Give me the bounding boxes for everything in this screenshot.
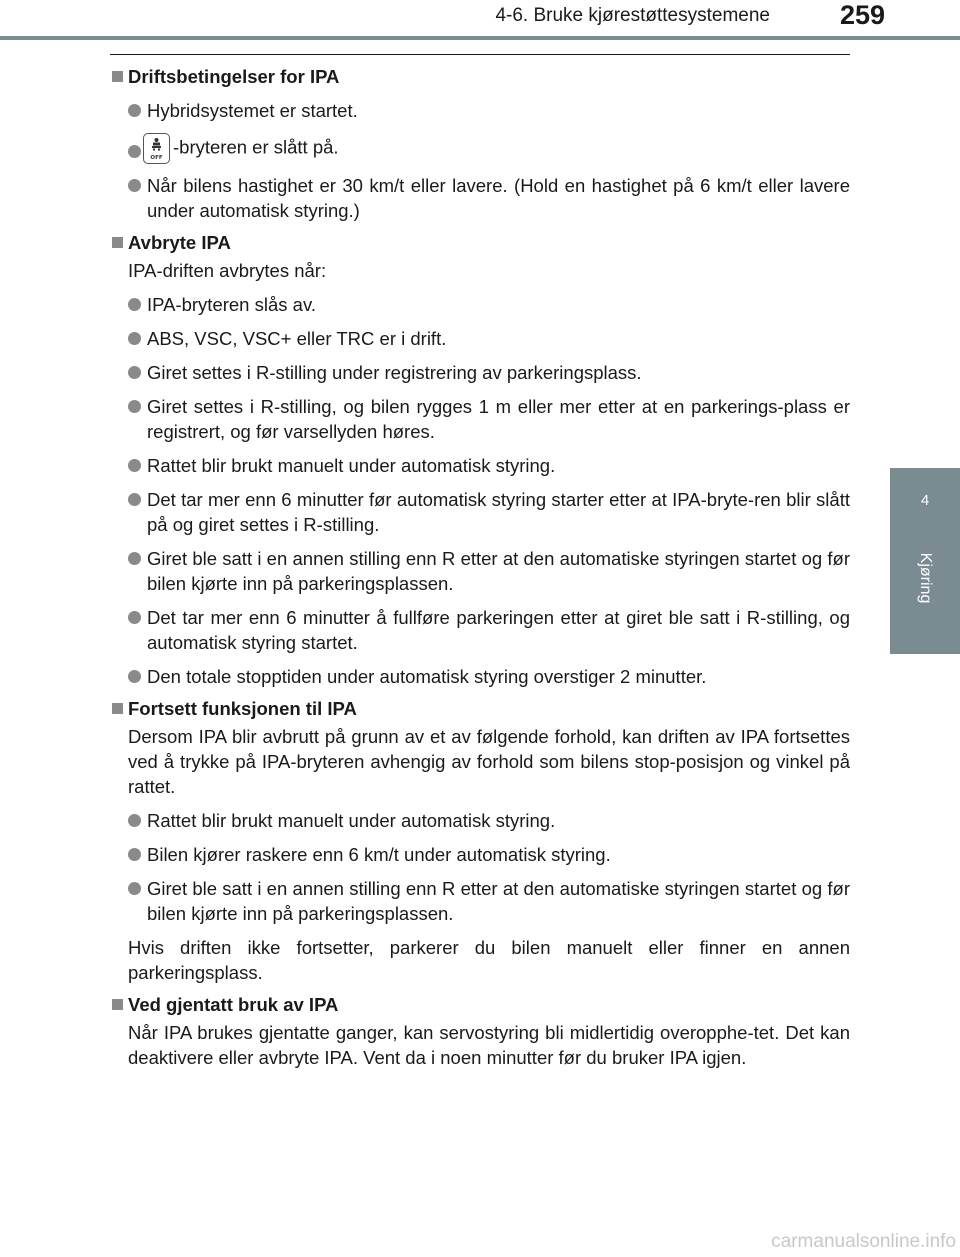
section-heading-fortsett: Fortsett funksjonen til IPA (110, 696, 850, 721)
round-bullet-icon (128, 298, 141, 311)
header-rule (0, 36, 960, 40)
round-bullet-icon (128, 366, 141, 379)
round-bullet-icon (128, 459, 141, 472)
list-item: Rattet blir brukt manuelt under automatisk styring. (110, 453, 850, 478)
section-heading-driftsbetingelser: Driftsbetingelser for IPA (110, 64, 850, 89)
round-bullet-icon (128, 848, 141, 861)
round-bullet-icon (128, 882, 141, 895)
chapter-tab[interactable] (890, 468, 960, 654)
section-heading-avbryte: Avbryte IPA (110, 230, 850, 255)
ipa-switch-icon (143, 133, 170, 164)
section-text: Når IPA brukes gjentatte ganger, kan servostyring bli midlertidig overopphe-tet. Det kan deaktivere eller avbryte IPA. Vent da i noen minutter før du bruker IPA igjen. (128, 1022, 850, 1068)
list-item: Rattet blir brukt manuelt under automatisk styring. (110, 808, 850, 833)
list-item: Giret settes i R-stilling under registrering av parkeringsplass. (110, 360, 850, 385)
section-title: 4-6. Bruke kjørestøttesystemene (495, 5, 770, 26)
list-item: Giret settes i R-stilling, og bilen rygges 1 m eller mer etter at en parkerings-plass er registrert, og før varsellyden høres. (110, 394, 850, 444)
chapter-label: Kjøring (917, 552, 934, 604)
section-heading-gjentatt: Ved gjentatt bruk av IPA (110, 992, 850, 1017)
section-outro: Hvis driften ikke fortsetter, parkerer du bilen manuelt eller finner en annen parkeringsplass. (128, 937, 850, 983)
round-bullet-icon (128, 814, 141, 827)
list-item: IPA-bryteren slås av. (110, 292, 850, 317)
chapter-number: 4 (920, 492, 930, 509)
list-item: Det tar mer enn 6 minutter å fullføre parkeringen etter at giret ble satt i R-stilling, og automatisk styring startet. (110, 605, 850, 655)
content-top-rule (110, 54, 850, 55)
svg-text:OFF: OFF (150, 155, 163, 161)
round-bullet-icon (128, 400, 141, 413)
round-bullet-icon (128, 552, 141, 565)
round-bullet-icon (128, 104, 141, 117)
round-bullet-icon (128, 179, 141, 192)
list-item: ABS, VSC, VSC+ eller TRC er i drift. (110, 326, 850, 351)
list-item: Den totale stopptiden under automatisk styring overstiger 2 minutter. (110, 664, 850, 689)
list-item: Bilen kjører raskere enn 6 km/t under automatisk styring. (110, 842, 850, 867)
page-content (110, 64, 850, 1070)
square-bullet-icon (112, 999, 123, 1010)
list-item: Giret ble satt i en annen stilling enn R etter at den automatiske styringen startet og før bilen kjørte inn på parkeringsplassen. (110, 546, 850, 596)
square-bullet-icon (112, 703, 123, 714)
section-intro: IPA-driften avbrytes når: (128, 260, 327, 281)
watermark: carmanualsonline.info (771, 1231, 956, 1252)
round-bullet-icon (128, 332, 141, 345)
square-bullet-icon (112, 71, 123, 82)
round-bullet-icon (128, 670, 141, 683)
list-item: OFF -bryteren er slått på. (110, 133, 850, 164)
round-bullet-icon (128, 611, 141, 624)
list-item: Når bilens hastighet er 30 km/t eller lavere. (Hold en hastighet på 6 km/t eller lavere under automatisk styring.) (110, 173, 850, 223)
round-bullet-icon (128, 145, 141, 158)
list-item: Giret ble satt i en annen stilling enn R etter at den automatiske styringen startet og før bilen kjørte inn på parkeringsplassen. (110, 876, 850, 926)
page-number: 259 (839, 0, 885, 30)
round-bullet-icon (128, 493, 141, 506)
section-intro: Dersom IPA blir avbrutt på grunn av et av følgende forhold, kan driften av IPA fortsettes ved å trykke på IPA-bryteren avhengig av forhold som bilens stop-posisjon og vinkel på rattet. (128, 726, 850, 797)
list-item: Hybridsystemet er startet. (110, 98, 850, 123)
list-item: Det tar mer enn 6 minutter før automatisk styring starter etter at IPA-bryte-ren blir slått på og giret settes i R-stilling. (110, 487, 850, 537)
square-bullet-icon (112, 237, 123, 248)
